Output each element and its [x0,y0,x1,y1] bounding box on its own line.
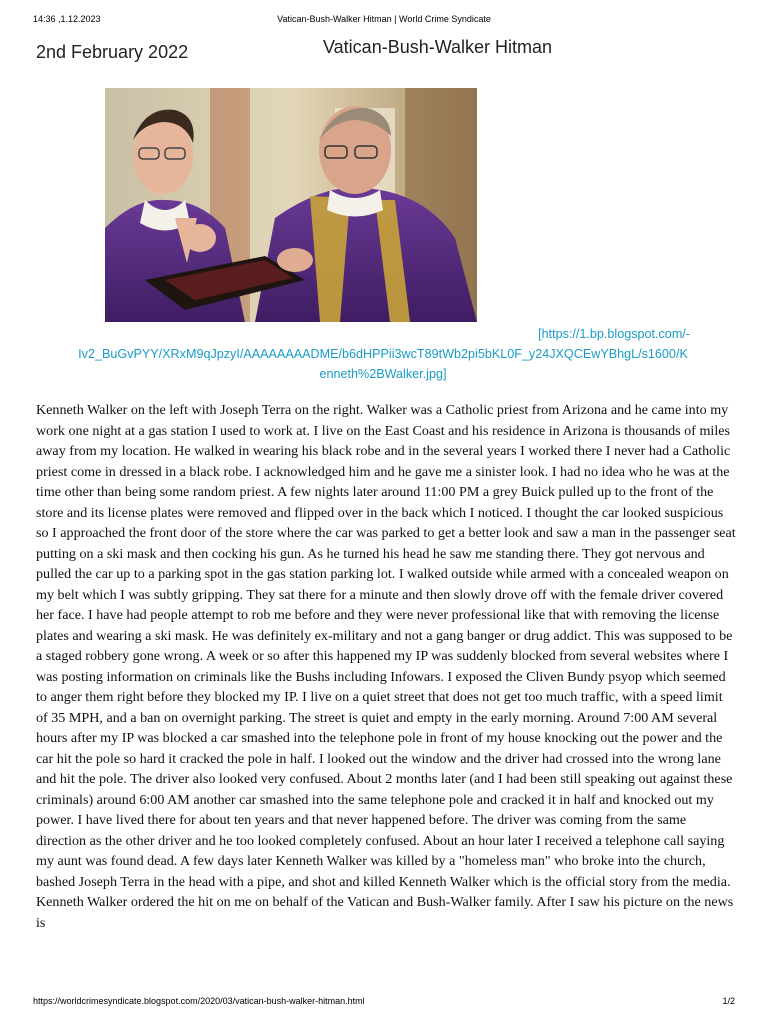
post-date: 2nd February 2022 [36,42,189,62]
print-url: https://worldcrimesyndicate.blogspot.com/2020/03/vatican-bush-walker-hitman.html [33,996,365,1006]
image-link-line-2[interactable]: Iv2_BuGvPYY/XRxM9qJpzyI/AAAAAAAADME/b6dHPPii3wcT89tWb2pi5bKL0F_y24JXQCEwYBhgL/s1600/K [78,347,688,361]
print-page-title: Vatican-Bush-Walker Hitman | World Crime Syndicate [277,14,491,24]
print-footer [33,996,735,1010]
post-photo[interactable] [105,88,477,322]
print-datetime: 14:36 ,1.12.2023 [33,14,101,24]
image-link-line-3[interactable]: enneth%2BWalker.jpg] [319,367,447,381]
priests-photo-illustration [105,88,477,322]
post-title: Vatican-Bush-Walker Hitman [323,37,553,57]
print-header [33,14,735,28]
image-source-link[interactable] [36,324,730,384]
post-body: Kenneth Walker on the left with Joseph Terra on the right. Walker was a Catholic priest from Arizona and he came into my work one night at a gas station I used to work at. I live on the East Coast and his residence in Arizona is thousands of miles away from my location. He walked in wearing his black robe and in the several years I worked there I never had a Catholic priest come in dressed in a black robe. I acknowledged him and he gave me a sinister look. I had no idea who he was at the time other than being some random priest. A few nights later around 11:00 PM a grey Buick pulled up to the front of the store and its license plates were removed and flipped over in the back which I noticed. I thought the car looked suspicious so I approached the front door of the store where the car was parked to get a better look and saw a man in the passenger seat putting on a ski mask and then cocking his gun. As he turned his head he saw me standing there. They got nervous and pulled the car up to a parking spot in the gas station parking lot. I walked outside while armed with a concealed weapon on my belt which I was subtly gripping. They sat there for a minute and then slowly drove off with the female driver covered her face. I have had people attempt to rob me before and they were never professional like that with removing the license plates and wearing a ski mask. He was definitely ex-military and not a gang banger or drug addict. This was supposed to be a staged robbery gone wrong. A week or so after this happened my IP was suddenly blocked from several websites where I was posting information on criminals like the Bushs including Infowars. I exposed the Cliven Bundy psyop which seemed to anger them right before they blocked my IP. I live on a quiet street that does not get too much traffic, with a speed limit of 35 MPH, and a ban on overnight parking. The street is quiet and empty in the early morning. Around 7:00 AM several hours after my IP was blocked a car smashed into the telephone pole in front of my house knocking out the power and the car hit the pole so hard it cracked the pole in half. I looked out the window and the driver had crossed into the wrong lane and hit the pole. The driver also looked very confused. About 2 months later (and I had been still speaking out against these criminals) around 6:00 AM another car smashed into the same telephone pole and cracked it in half and knocked out my power. I have lived there for about ten years and that never happened before. The driver was coming from the same direction as the other driver and he too looked completely confused. About an hour later I received a telephone call saying my aunt was found dead. A few days later Kenneth Walker was killed by a "homeless man" who broke into the church, bashed Joseph Terra in the head with a pipe, and shot and killed Kenneth Walker which is the official story from the media. Kenneth Walker ordered the hit on me on behalf of the Vatican and Bush-Walker family. After I saw his picture on the news is [36,402,736,931]
print-page-number: 1/2 [722,996,735,1006]
image-link-line-1[interactable]: [https://1.bp.blogspot.com/- [538,327,690,341]
